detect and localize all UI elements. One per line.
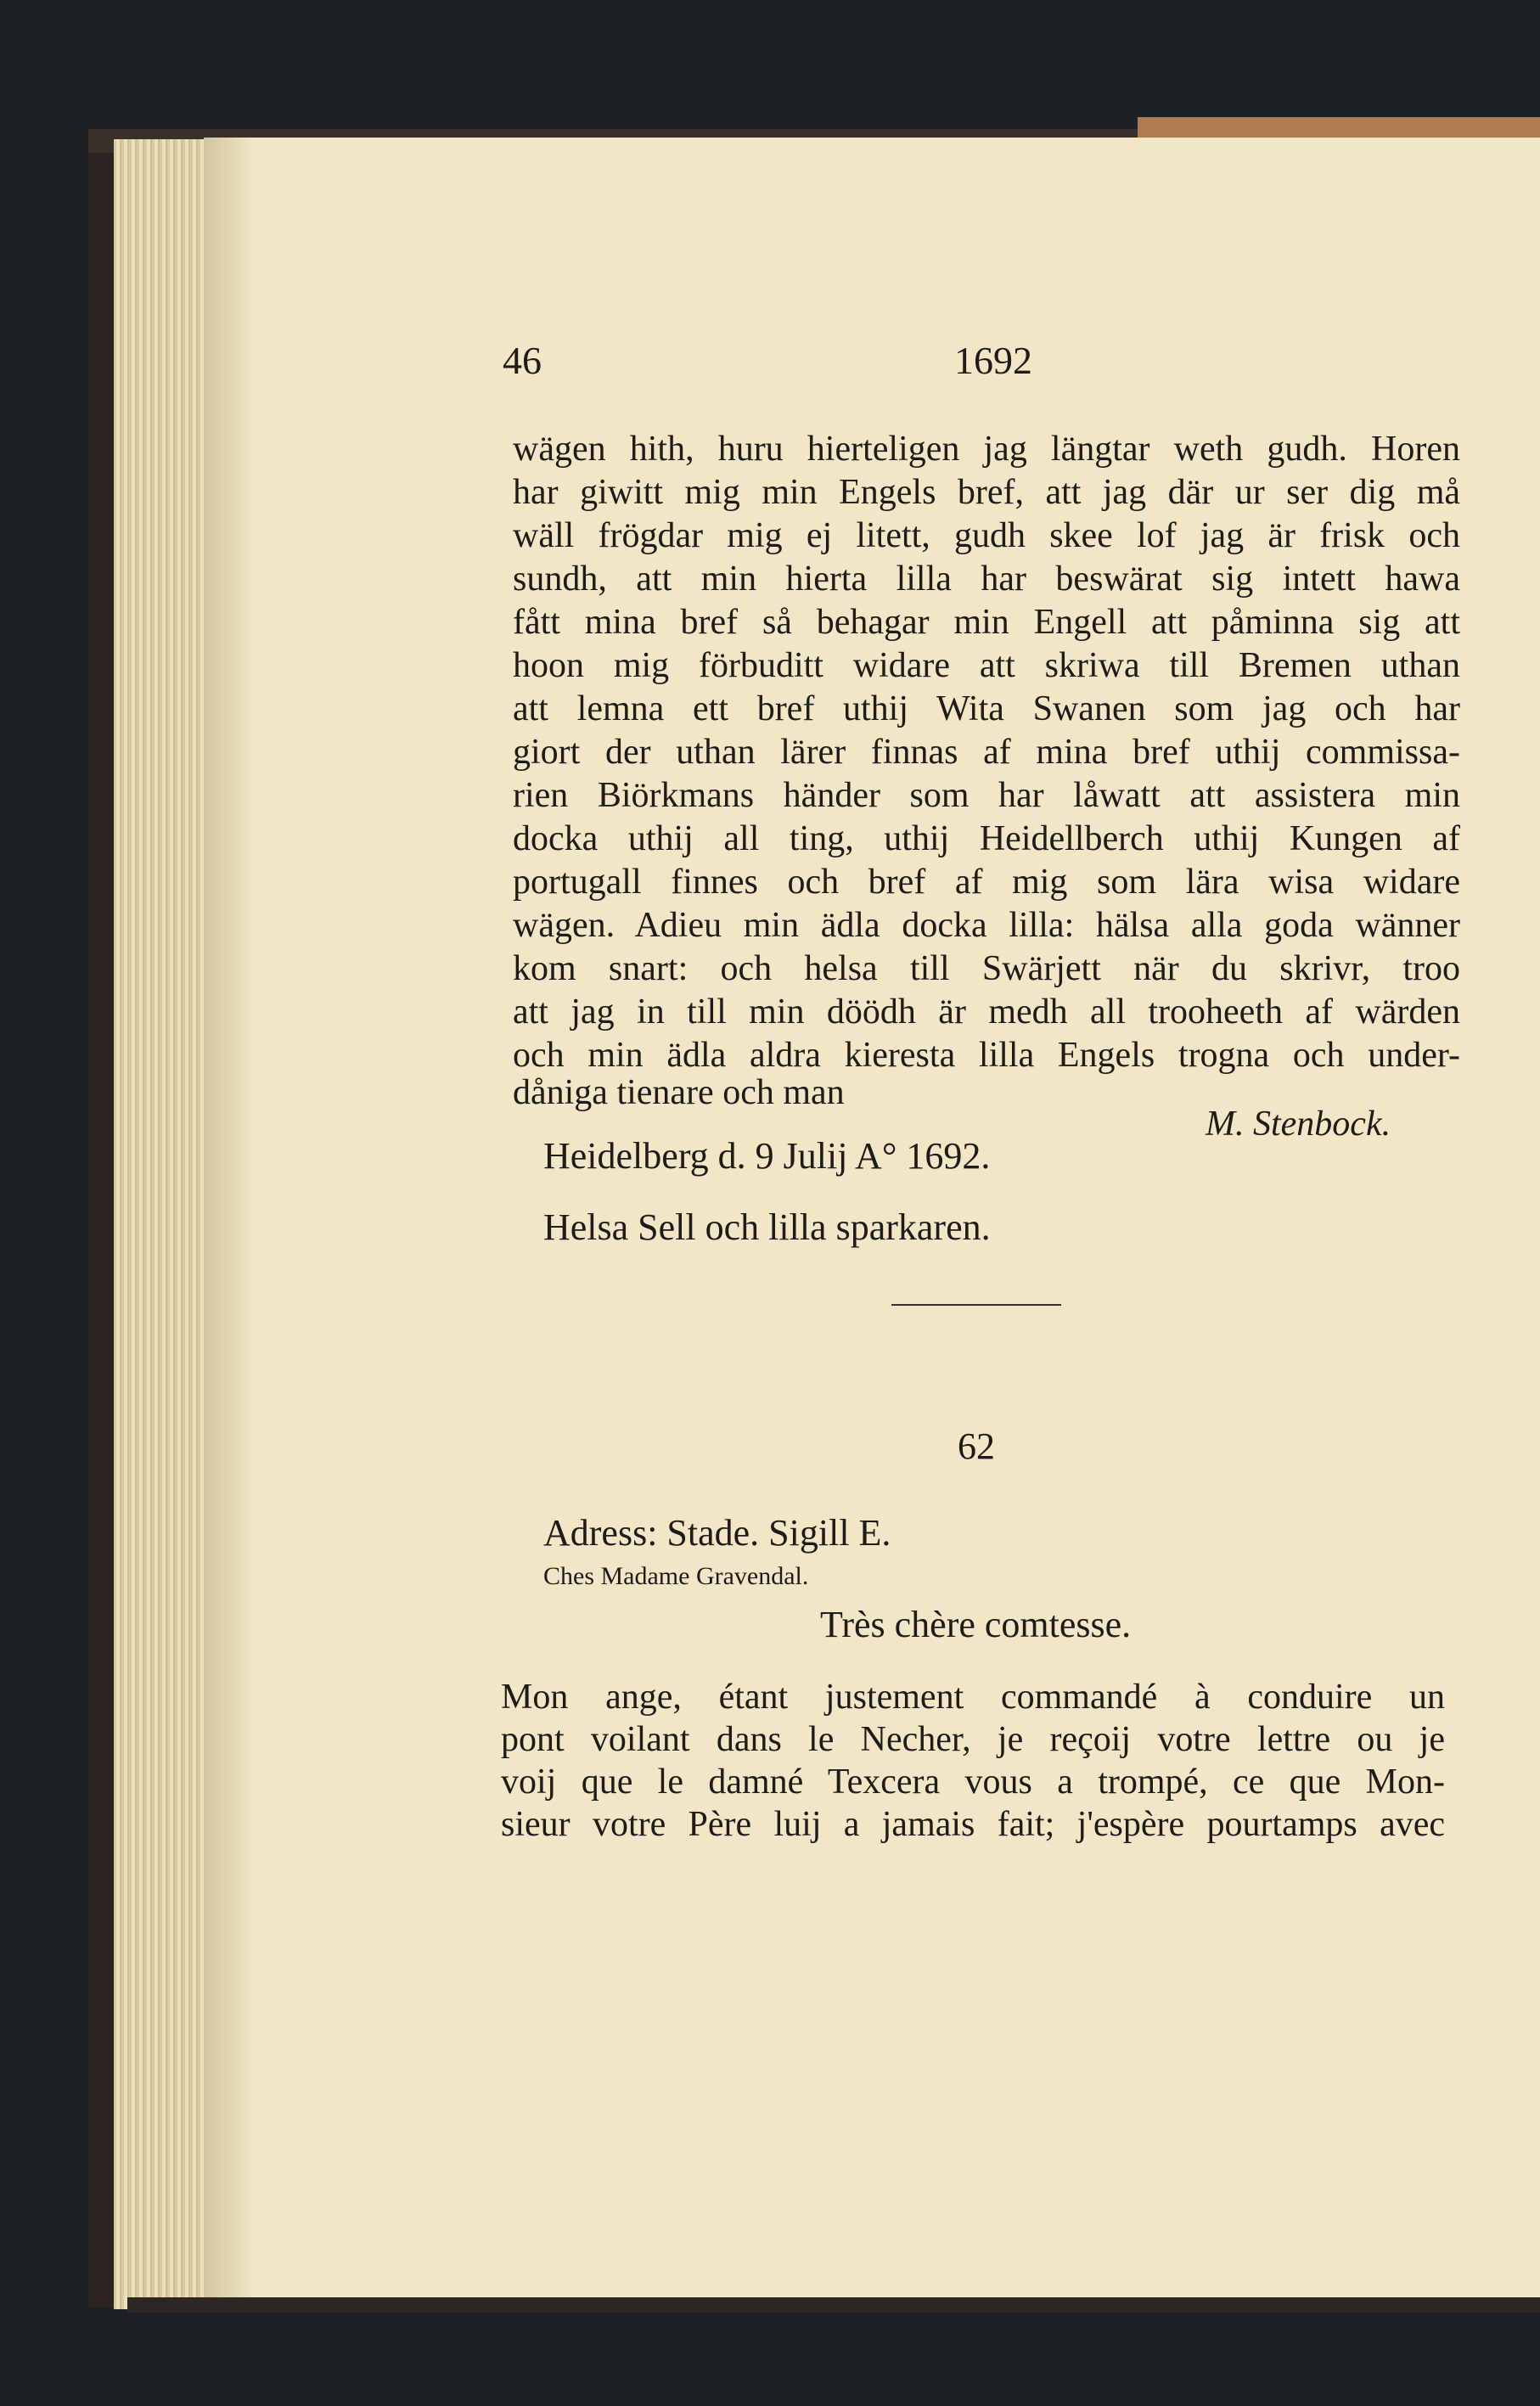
text-line: att lemna ett bref uthij Wita Swanen som jag och har xyxy=(513,689,1460,728)
text-line: sundh, att min hierta lilla har beswärat sig intett hawa xyxy=(513,559,1460,599)
book-bottom-edge xyxy=(127,2297,1540,2313)
page-number: 46 xyxy=(503,339,542,382)
text-line: voij que le damné Texcera vous a trompé, ce que Mon- xyxy=(501,1762,1445,1802)
text-line: docka uthij all ting, uthij Heidellberch uthij Kungen af xyxy=(513,819,1460,858)
postscript: Helsa Sell och lilla sparkaren. xyxy=(543,1206,991,1248)
text-line: portugall finnes och bref af mig som lära wisa widare xyxy=(513,863,1460,902)
text-line: giort der uthan lärer finnas af mina bref uthij commissa- xyxy=(513,733,1460,772)
address-line: Adress: Stade. Sigill E. xyxy=(543,1512,891,1554)
text-line: dåniga tienare och man xyxy=(513,1073,845,1112)
text-line: Mon ange, étant justement commandé à conduire un xyxy=(501,1678,1445,1717)
text-line: sieur votre Père luij a jamais fait; j'espère pourtamps avec xyxy=(501,1805,1445,1844)
signature: M. Stenbock. xyxy=(1206,1105,1391,1144)
text-line: wägen. Adieu min ädla docka lilla: hälsa alla goda wänner xyxy=(513,906,1460,945)
text-line: rien Biörkmans händer som har låwatt att assistera min xyxy=(513,776,1460,815)
text-line: att jag in till min döödh är medh all trooheeth af wärden xyxy=(513,992,1460,1032)
text-line: kom snart: och helsa till Swärjett när du skrivr, troo xyxy=(513,949,1460,988)
text-line: och min ädla aldra kieresta lilla Engels trogna och under- xyxy=(513,1036,1460,1075)
text-line: wäll frögdar mig ej litett, gudh skee lof jag är frisk och xyxy=(513,516,1460,555)
section-divider xyxy=(891,1304,1061,1306)
gutter-shadow xyxy=(204,138,255,2302)
text-line: hoon mig förbuditt widare att skriwa till Bremen uthan xyxy=(513,646,1460,685)
salutation: Très chère comtesse. xyxy=(820,1604,1132,1645)
text-line: pont voilant dans le Necher, je reçoij votre lettre ou je xyxy=(501,1720,1445,1759)
text-line: fått mina bref så behagar min Engell att påminna sig att xyxy=(513,603,1460,642)
letter-number: 62 xyxy=(958,1425,995,1467)
page-stack-edge xyxy=(114,139,207,2309)
address-subline: Ches Madame Gravendal. xyxy=(543,1562,809,1590)
text-line: har giwitt mig min Engels bref, att jag där ur ser dig må xyxy=(513,473,1460,512)
text-line: wägen hith, huru hierteligen jag längtar weth gudh. Horen xyxy=(513,430,1460,469)
running-head-year: 1692 xyxy=(954,339,1032,382)
place-date: Heidelberg d. 9 Julij A° 1692. xyxy=(543,1135,991,1177)
